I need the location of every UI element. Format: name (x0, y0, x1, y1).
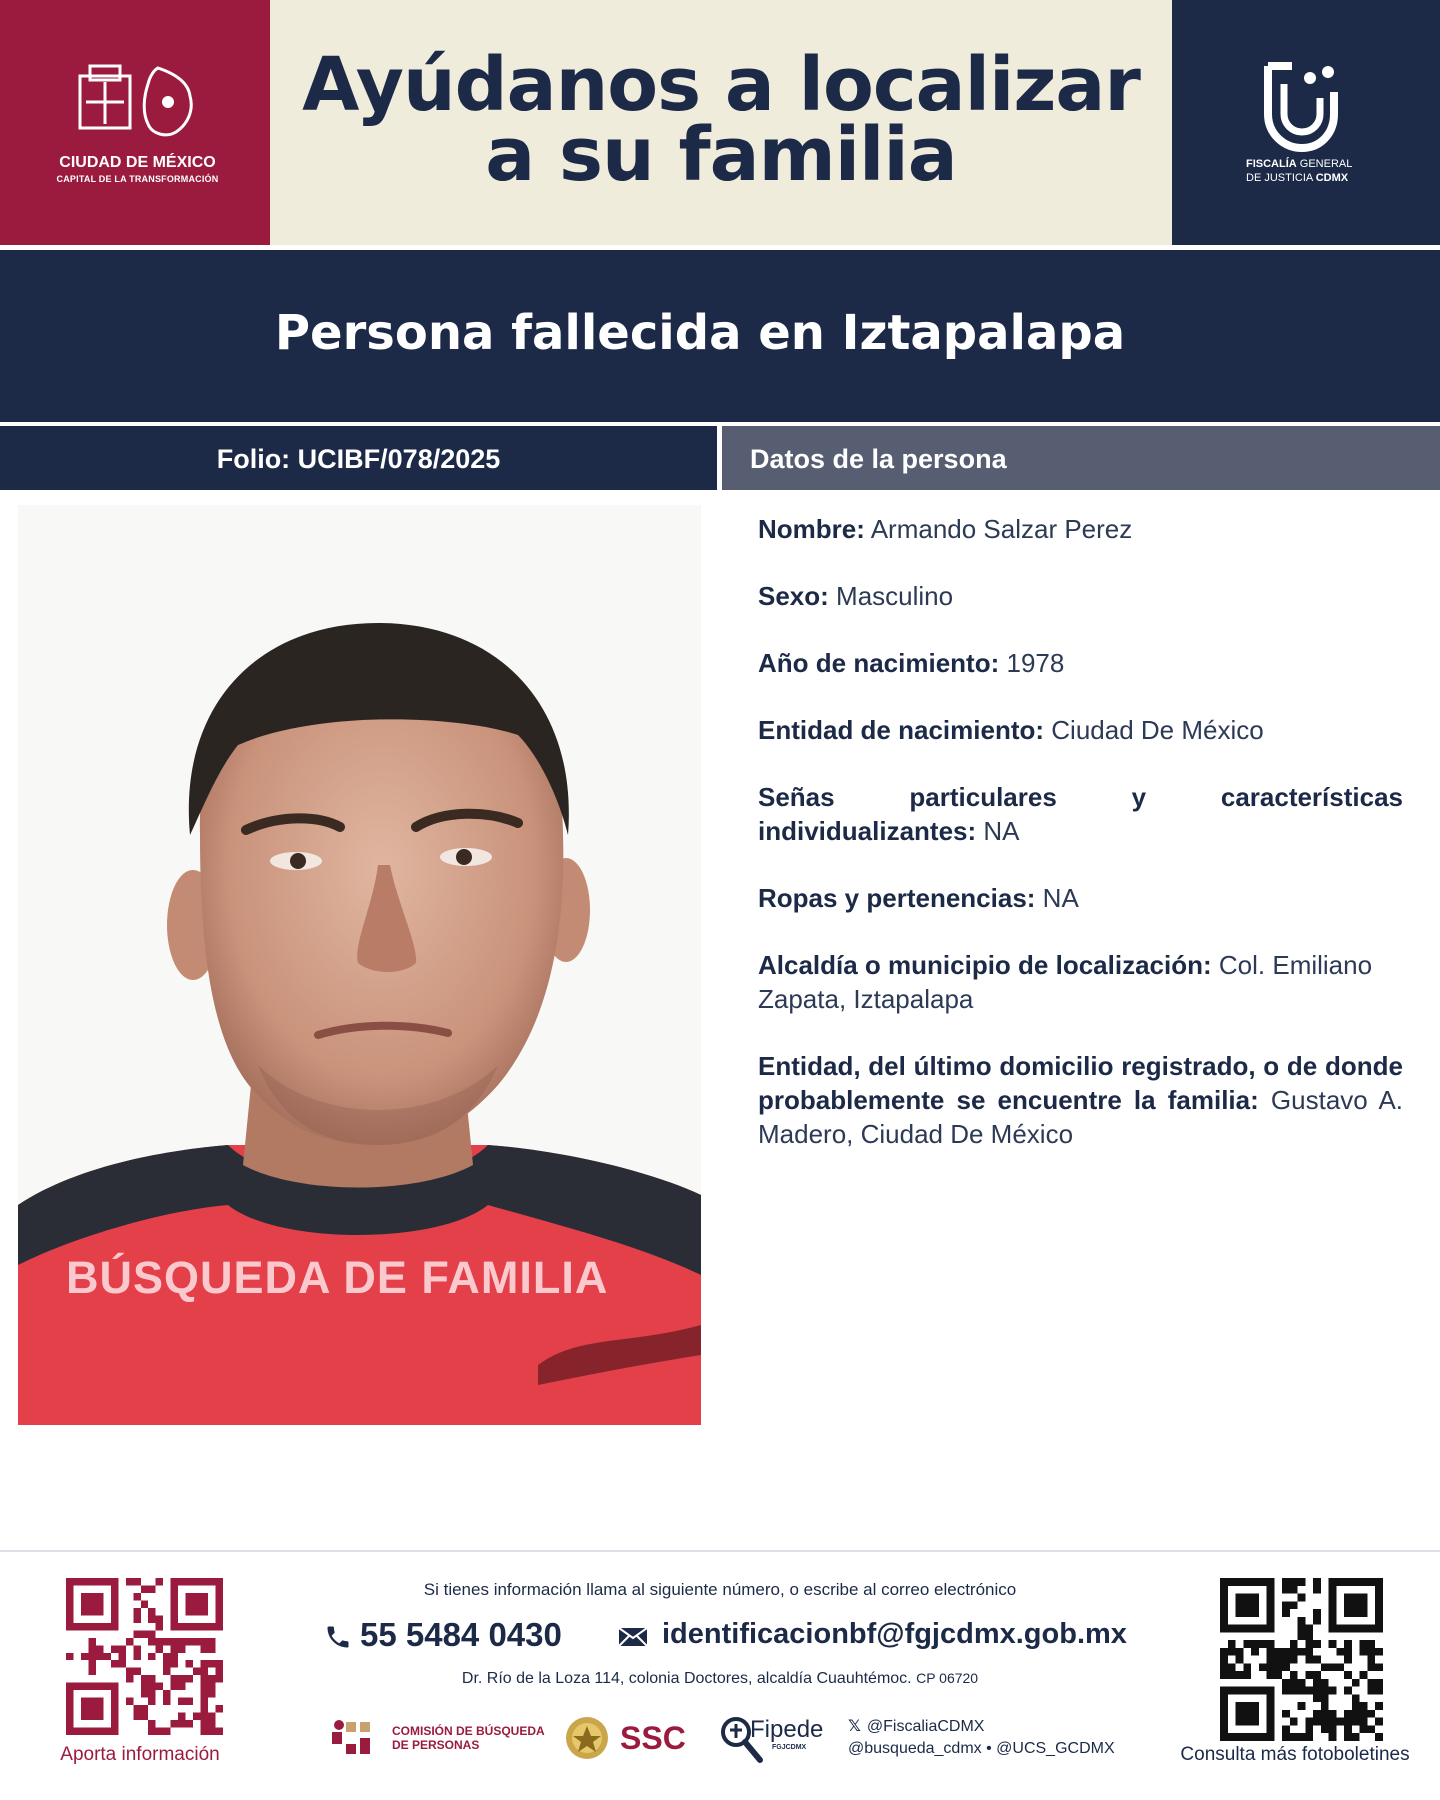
field-location (758, 948, 1403, 1016)
cdmx-logo-panel (0, 0, 270, 245)
busqueda-personas-logo-icon (330, 1718, 382, 1758)
field-label: Año de nacimiento: (758, 648, 1000, 678)
case-title: Persona fallecida en Iztapalapa (274, 305, 1126, 361)
footer-divider (0, 1550, 1440, 1552)
field-label: Alcaldía o municipio de localización: (758, 950, 1212, 980)
partner-logos (326, 1712, 1126, 1768)
field-birth-year (758, 646, 1403, 680)
field-sex (758, 579, 1403, 613)
office-address: Dr. Río de la Loza 114, colonia Doctores, alcaldía Cuauhtémoc. CP 06720 (461, 1670, 979, 1687)
field-value: 1978 (1006, 648, 1065, 678)
folio-number: Folio: UCIBF/078/2025 (216, 444, 501, 474)
field-value: Armando Salzar Perez (870, 514, 1133, 544)
title-line-2: a su familia (485, 112, 957, 198)
field-label: Entidad, del último domicilio registrado, o de donde probablemente se encuentre la familia: (758, 1051, 1403, 1115)
contact-instructions: Si tienes información llama al siguiente número, o escribe al correo electrónico (423, 1580, 1017, 1599)
qr-report-caption[interactable]: Aporta información (60, 1744, 220, 1765)
cdmx-tagline: CAPITAL DE LA TRANSFORMACIÓN (56, 174, 219, 184)
contact-row (320, 1616, 1127, 1656)
qr-code-report-icon[interactable] (66, 1578, 223, 1735)
section-title: Datos de la persona (750, 444, 1007, 474)
fipede-org: FGJCDMX (772, 1744, 807, 1751)
page-title (270, 42, 1172, 198)
qr-bulletins-caption[interactable]: Consulta más fotoboletines (1180, 1744, 1410, 1765)
field-value: Ciudad De México (1051, 715, 1264, 745)
busqueda-personas-name: COMISIÓN DE BÚSQUEDA DE PERSONAS (392, 1724, 545, 1752)
field-clothing (758, 881, 1403, 915)
fgj-name-line-2: DE JUSTICIA CDMX (1246, 172, 1349, 184)
fipede-name: Fipede (750, 1716, 824, 1743)
cdmx-crest-icon (72, 62, 202, 142)
phone-number[interactable]: 55 5484 0430 (360, 1616, 562, 1653)
field-label: Entidad de nacimiento: (758, 715, 1045, 745)
field-name (758, 512, 1403, 546)
field-value: NA (1042, 883, 1079, 913)
field-label: Nombre: (758, 514, 865, 544)
fgj-shield-icon (1262, 62, 1340, 154)
field-birth-state (758, 713, 1403, 747)
field-value: Gustavo A. Madero, Ciudad De México (758, 1085, 1404, 1149)
field-distinguishing-marks (758, 780, 1403, 848)
field-value: NA (983, 816, 1020, 846)
email-address[interactable]: identificacionbf@fgjcdmx.gob.mx (662, 1618, 1127, 1650)
title-line-1: Ayúdanos a localizar (302, 42, 1140, 128)
fgj-name-line-1: FISCALÍA GENERAL (1246, 158, 1353, 170)
cdmx-name: CIUDAD DE MÉXICO (59, 154, 216, 171)
phone-icon (324, 1622, 352, 1652)
title-band (0, 250, 1440, 422)
field-last-address (758, 1049, 1403, 1151)
photo-watermark: BÚSQUEDA DE FAMILIA (66, 1252, 609, 1303)
field-label: Ropas y pertenencias: (758, 883, 1036, 913)
section-header (722, 426, 1440, 490)
ssc-name: SSC (620, 1720, 686, 1756)
person-details (758, 512, 1403, 1184)
folio-bar (0, 426, 717, 490)
social-handles[interactable]: @busqueda_cdmx • @UCS_GCDMX (848, 1740, 1115, 1757)
field-label: Señas particulares y características individualizantes: (758, 782, 1403, 846)
field-value: Col. Emiliano Zapata, Iztapalapa (758, 950, 1373, 1014)
field-value: Masculino (836, 581, 954, 611)
x-logo-icon: 𝕏 (848, 1718, 861, 1735)
ssc-seal-icon (564, 1714, 610, 1762)
qr-code-more-bulletins-icon[interactable] (1220, 1578, 1383, 1741)
email-icon (618, 1627, 648, 1647)
social-handle-fiscalia[interactable]: 𝕏 @FiscaliaCDMX (848, 1718, 985, 1735)
field-label: Sexo: (758, 581, 829, 611)
